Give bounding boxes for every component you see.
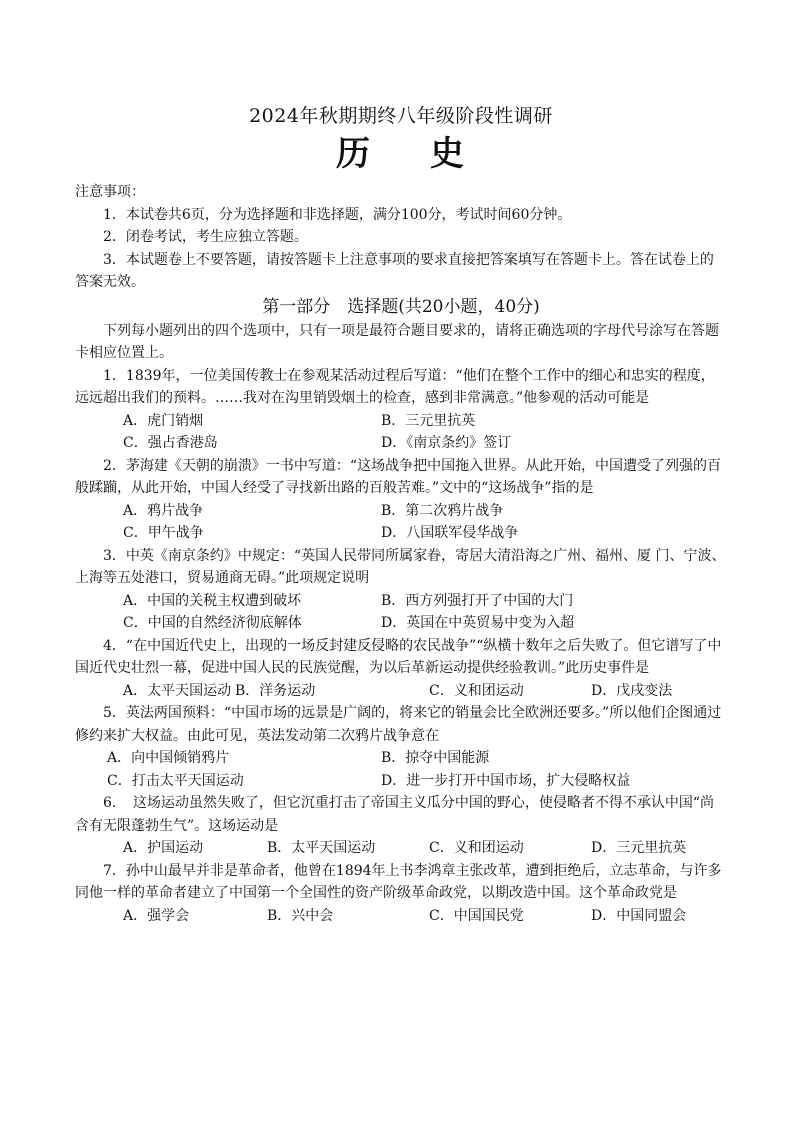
- question-4-option-c: C．义和团运动: [429, 682, 524, 699]
- question-6-option-b: B．太平天国运动: [267, 840, 376, 856]
- question-6-options: [75, 837, 727, 860]
- question-7-stem: 7．孙中山最早并非是革命者，他曾在1894年上书李鸿章主张改革，遭到拒绝后，立志革命，与许多同他一样的革命者建立了中国第一个全国性的资产阶级革命政党，以期改造中国。这个革命政党是: [75, 862, 722, 901]
- question-3-options-row-2: [75, 612, 727, 635]
- notice-heading: 注意事项：: [75, 184, 145, 200]
- question-7-options: [75, 905, 727, 928]
- question-5-option-d: D．进一步打开中国市场，扩大侵略权益: [381, 772, 631, 789]
- subject-title: [75, 131, 727, 177]
- question-1-options-row-1: [75, 410, 727, 433]
- question-5-options-row-2: [75, 770, 727, 793]
- question-5-options-row-1: [75, 747, 727, 770]
- subject-char-2: 史: [430, 134, 466, 174]
- question-1-option-a: A．虎门销烟: [123, 412, 204, 429]
- question-7-option-a: A．强学会: [123, 907, 190, 924]
- question-6-option-d: D．三元里抗英: [591, 840, 687, 856]
- question-6-option-a: A．护国运动: [123, 840, 204, 856]
- question-7-option-d: D．中国同盟会: [591, 907, 687, 924]
- section-heading: 第一部分 选择题(共20小题，40分): [262, 296, 540, 317]
- question-1-option-b: B．三元里抗英: [381, 412, 476, 429]
- question-2-option-d: D．八国联军侵华战争: [381, 525, 519, 541]
- question-7-option-b: B．兴中会: [267, 907, 334, 924]
- question-4-stem: 4．“在中国近代史上，出现的一场反封建反侵略的农民战争”“纵横十数年之后失败了。但它谱写了中国近代史壮烈一幕，促进中国人民的民族觉醒，为以后革新运动提供经验教训。”此历史事件是: [75, 637, 722, 676]
- subject-char-1: 历: [336, 134, 372, 174]
- question-4-options: [75, 680, 727, 703]
- question-3-stem: 3．中英《南京条约》中规定：“英国人民带同所属家眷，寄居大清沿海之广州、福州、厦 门、宁波、上海等五处港口，贸易通商无碍。”此项规定说明: [75, 547, 726, 586]
- question-4-option-a: A．太平天国运动: [123, 682, 232, 699]
- question-2-option-c: C．甲午战争: [123, 525, 204, 541]
- question-3-options-row-1: [75, 590, 727, 613]
- question-1-options-row-2: [75, 432, 727, 455]
- question-6-stem: 6． 这场运动虽然失败了，但它沉重打击了帝国主义瓜分中国的野心，使侵略者不得不承认中国“尚含有无限蓬勃生气”。这场运动是: [75, 795, 715, 834]
- question-1-option-d: D．《南京条约》签订: [381, 435, 512, 451]
- question-2-options-row-1: [75, 500, 727, 523]
- question-7-option-c: C．中国国民党: [429, 907, 524, 924]
- notice-item-1: 1．本试卷共6页，分为选择题和非选择题，满分100分，考试时间60分钟。: [103, 206, 572, 223]
- question-4-option-b: B．洋务运动: [235, 682, 316, 699]
- question-4-option-d: D．戊戌变法: [591, 682, 673, 699]
- notice-item-3: 3．本试题卷上不要答题，请按答题卡上注意事项的要求直接把答案填写在答题卡上。答在试卷上的答案无效。: [75, 251, 714, 290]
- question-3-option-c: C．中国的自然经济彻底解体: [123, 615, 302, 631]
- notice-item-2: 2．闭卷考试，考生应独立答题。: [103, 229, 308, 245]
- exam-title: 2024年秋期期终八年级阶段性调研: [249, 105, 553, 127]
- question-3-option-d: D．英国在中英贸易中变为入超: [381, 615, 575, 631]
- question-2-stem: 2．茅海建《天朝的崩溃》一书中写道：“这场战争把中国拖入世界。从此开始，中国遭受了列强的百般蹂躏，从此开始，中国人经受了寻找新出路的百般苦难。”文中的“这场战争”指的是: [75, 457, 722, 496]
- question-6-option-c: C．义和团运动: [429, 840, 524, 856]
- question-1-option-c: C．强占香港岛: [123, 435, 218, 451]
- question-5-stem: 5．英法两国预料：“中国市场的远景是广阔的，将来它的销量会比全欧洲还要多。”所以他们企图通过修约来扩大权益。由此可见，英法发动第二次鸦片战争意在: [75, 705, 722, 744]
- section-instruction: 下列每小题列出的四个选项中，只有一项是最符合题目要求的，请将正确选项的字母代号涂写在答题卡相应位置上。: [75, 322, 719, 361]
- question-5-option-a: A．向中国倾销鸦片: [107, 750, 230, 766]
- question-5-option-b: B．掠夺中国能源: [381, 750, 490, 766]
- question-2-option-a: A．鸦片战争: [123, 502, 204, 519]
- question-2-options-row-2: [75, 522, 727, 545]
- question-2-option-b: B．第二次鸦片战争: [381, 502, 504, 519]
- question-3-option-b: B．西方列强打开了中国的大门: [381, 592, 574, 609]
- question-5-option-c: C．打击太平天国运动: [107, 772, 244, 789]
- question-1-stem: 1．1839年，一位美国传教士在参观某活动过程后写道：“他们在整个工作中的细心和忠实的程度，远远超出我们的预料。……我对在沟里销毁烟土的检查，感到非常满意。”他参观的活动可能是: [75, 367, 715, 406]
- question-3-option-a: A．中国的关税主权遭到破坏: [123, 592, 302, 609]
